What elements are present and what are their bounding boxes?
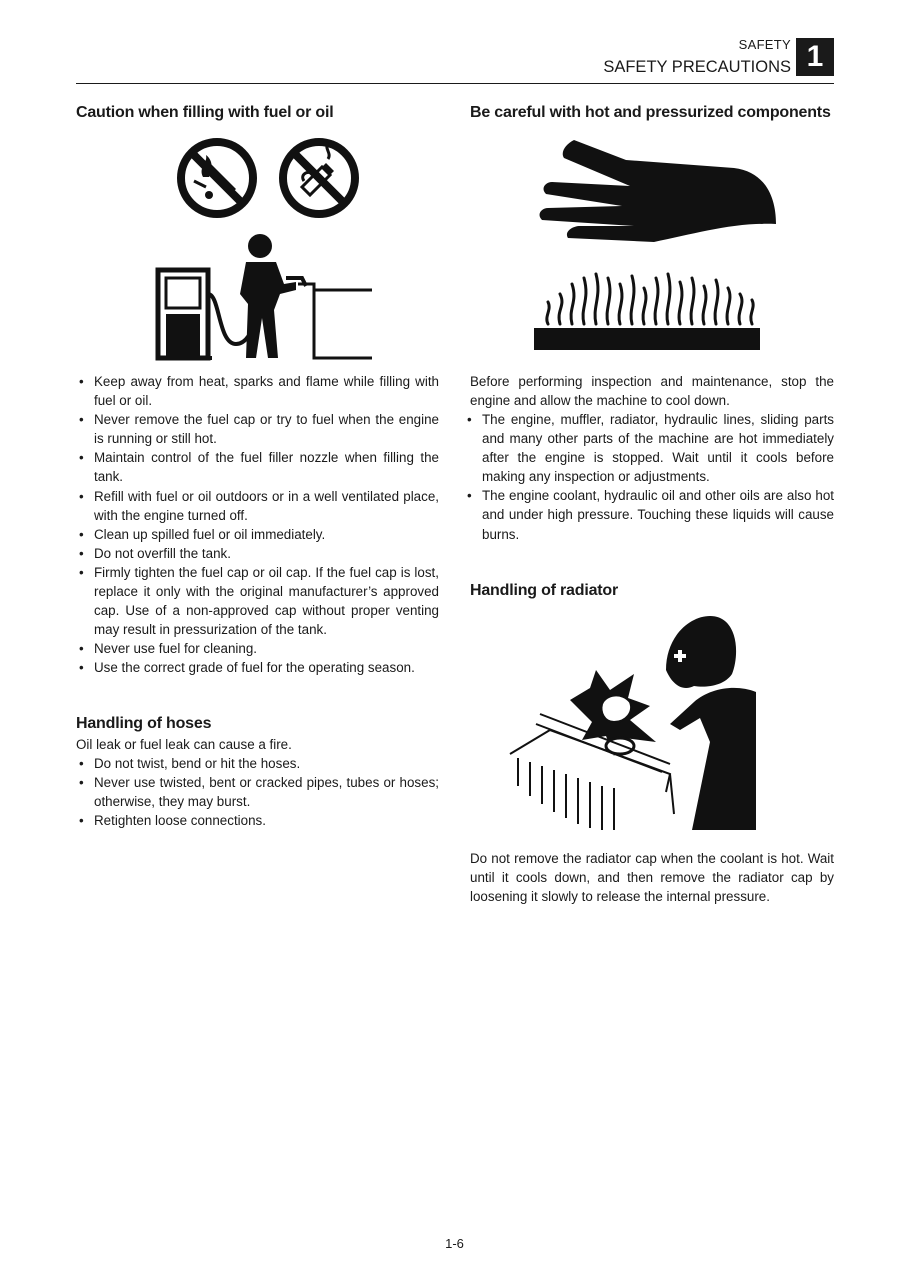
list-item: • Do not overfill the tank.: [76, 544, 439, 563]
list-item: • Never remove the fuel cap or try to fuel when the engine is running or still hot.: [76, 410, 439, 448]
hot-bullet-list: [464, 410, 834, 544]
hoses-intro: Oil leak or fuel leak can cause a fire.: [76, 737, 292, 752]
page-number: 1-6: [445, 1236, 464, 1251]
fuel-heading: Caution when filling with fuel or oil: [76, 104, 334, 121]
list-item: • Keep away from heat, sparks and flame while filling with fuel or oil.: [76, 372, 439, 410]
header-title: SAFETY PRECAUTIONS: [603, 58, 791, 76]
refueling-illustration: [156, 234, 374, 362]
no-smoking-icon: [278, 137, 360, 219]
no-open-flame-icon: [176, 137, 258, 219]
list-item: • Maintain control of the fuel filler nozzle when filling the tank.: [76, 448, 439, 486]
radiator-text: Do not remove the radiator cap when the coolant is hot. Wait until it cools down, and then remove the radiator cap by loosening it slowly to release the internal pressure.: [470, 851, 834, 905]
list-item: • Retighten loose connections.: [76, 811, 439, 830]
list-item: • The engine, muffler, radiator, hydraulic lines, sliding parts and many other parts of the machine are hot immediately after the engine is stopped. Wait until it cools before making any inspection or adjustments.: [464, 410, 834, 486]
list-item: • Use the correct grade of fuel for the operating season.: [76, 658, 439, 677]
list-item: • The engine coolant, hydraulic oil and other oils are also hot and under high pressure. Touching these liquids will cause burns.: [464, 486, 834, 543]
list-item: • Do not twist, bend or hit the hoses.: [76, 754, 439, 773]
hoses-bullet-list: [76, 754, 439, 830]
list-item: • Never use fuel for cleaning.: [76, 639, 439, 658]
list-item: • Clean up spilled fuel or oil immediately.: [76, 525, 439, 544]
chapter-number-badge: 1: [796, 38, 834, 76]
list-item: • Firmly tighten the fuel cap or oil cap. If the fuel cap is lost, replace it only with the original manufacturer’s approved cap. Use of a non-approved cap without proper venting may result in pressurization of the tank.: [76, 563, 439, 639]
header-section-label: SAFETY: [738, 37, 791, 52]
hot-components-heading: Be careful with hot and pressurized components: [470, 104, 831, 121]
header-divider: [76, 83, 834, 84]
hot-surface-hand-icon: [534, 138, 780, 354]
fuel-bullet-list: [76, 372, 439, 678]
hot-intro: Before performing inspection and maintenance, stop the engine and allow the machine to cool down.: [470, 374, 834, 409]
radiator-cap-hazard-icon: [510, 614, 758, 832]
list-item: • Never use twisted, bent or cracked pipes, tubes or hoses; otherwise, they may burst.: [76, 773, 439, 811]
list-item: • Refill with fuel or oil outdoors or in a well ventilated place, with the engine turned off.: [76, 487, 439, 525]
hoses-heading: Handling of hoses: [76, 715, 212, 732]
radiator-heading: Handling of radiator: [470, 582, 619, 599]
